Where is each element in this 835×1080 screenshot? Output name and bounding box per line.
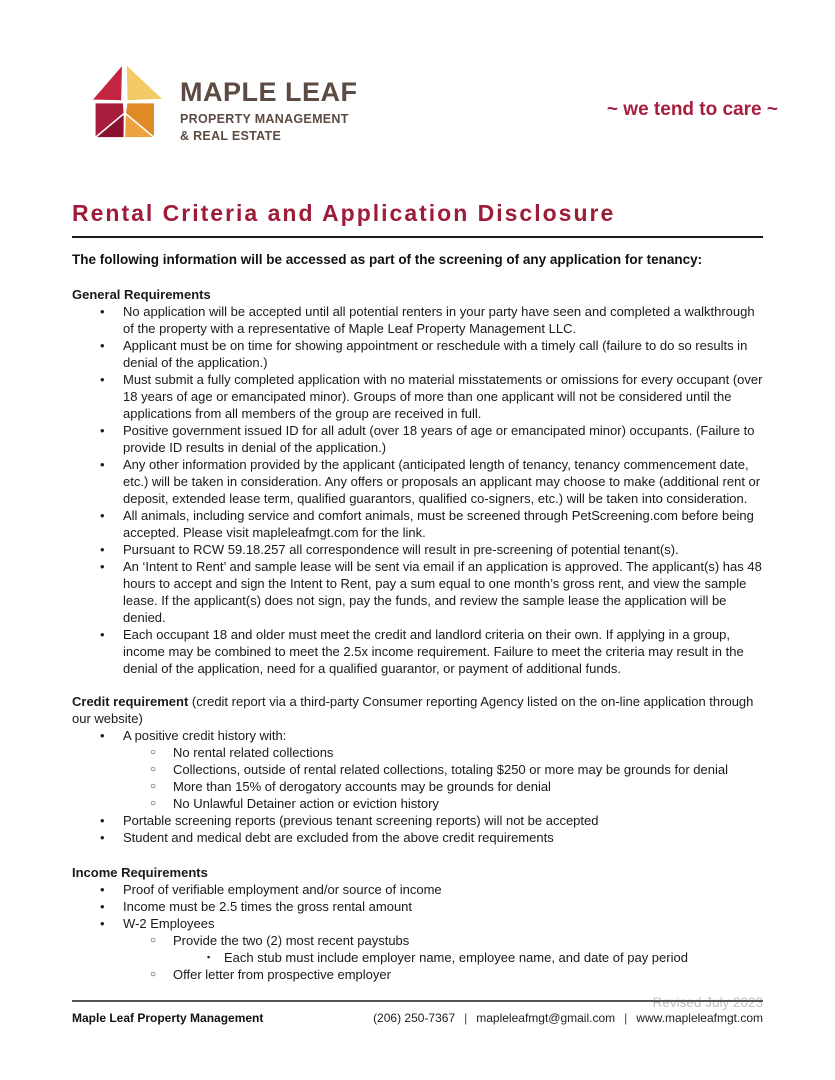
circle-bullet-icon: ○ [150, 969, 157, 980]
logo-subtitle-2: & REAL ESTATE [180, 129, 282, 143]
footer-phone: (206) 250-7367 [373, 1011, 456, 1025]
bullet-icon: • [100, 916, 105, 931]
logo-company-name: MAPLE LEAF [180, 77, 358, 107]
bullet-icon: • [100, 457, 105, 472]
bullet-icon: • [100, 338, 105, 353]
intro-statement: The following information will be accessed as part of the screening of any application for tenancy: [72, 252, 703, 267]
list-item: ○ Collections, outside of rental related collections, totaling $250 or more may be grounds for denial [150, 762, 728, 777]
list-item: • Applicant must be on time for showing appointment or reschedule with a timely call (failure to do so results in denial of the application.) [100, 338, 748, 370]
bullet-icon: • [100, 627, 105, 642]
income-requirements-list [72, 881, 763, 983]
list-item: • Proof of verifiable employment and/or source of income [100, 882, 442, 897]
list-item: ○ Offer letter from prospective employer [150, 967, 391, 982]
list-item: • Income must be 2.5 times the gross rental amount [100, 899, 413, 914]
list-item: ○ Provide the two (2) most recent paystubs [150, 933, 410, 948]
circle-bullet-icon: ○ [150, 747, 157, 758]
bullet-icon: • [100, 304, 105, 319]
logo-subtitle-1: PROPERTY MANAGEMENT [180, 112, 349, 126]
credit-requirement-heading-bold: Credit requirement [72, 694, 189, 709]
company-logo [85, 62, 358, 143]
revision-date: Revised July 2023 [652, 995, 763, 1010]
bullet-icon: • [100, 882, 105, 897]
credit-requirement-heading-note: (credit report via a third-party Consumer reporting Agency listed on the on-line application through our website) [72, 694, 754, 726]
general-requirements-list [72, 303, 763, 677]
list-item: • No application will be accepted until all potential renters in your party have seen and completed a walkthrough of the property with a representative of Maple Leaf Property Management LLC. [100, 304, 755, 336]
logo-text [180, 79, 358, 143]
document-body [72, 200, 763, 1010]
company-tagline: ~ we tend to care ~ [606, 99, 778, 120]
bullet-icon: • [100, 830, 105, 845]
list-item: ○ No Unlawful Detainer action or eviction history [150, 796, 439, 811]
list-item: ○ More than 15% of derogatory accounts may be grounds for denial [150, 779, 551, 794]
bullet-icon: • [100, 542, 105, 557]
bullet-icon: • [100, 899, 105, 914]
circle-bullet-icon: ○ [150, 764, 157, 775]
list-item: • Portable screening reports (previous tenant screening reports) will not be accepted [100, 813, 599, 828]
header [85, 62, 778, 143]
footer [72, 1000, 763, 1025]
bullet-icon: • [100, 813, 105, 828]
page-title: Rental Criteria and Application Disclosure [72, 200, 763, 238]
footer-separator: | [624, 1011, 628, 1025]
bullet-icon: • [100, 728, 105, 743]
bullet-icon: • [100, 508, 105, 523]
general-requirements-heading: General Requirements [72, 287, 211, 302]
footer-email: mapleleafmgt@gmail.com [476, 1011, 616, 1025]
list-item: • An ‘Intent to Rent’ and sample lease will be sent via email if an application is approved. The applicant(s) has 48 hours to accept and sign the Intent to Rent, pay a sum equal to one month’s gross rent, and view the sample lease. If the applicant(s) does not sign, pay the funds, and review the sample lease the application will be denied. [100, 559, 762, 625]
bullet-icon: • [100, 423, 105, 438]
list-item: • Any other information provided by the applicant (anticipated length of tenancy, tenancy commencement date, etc.) will be taken in consideration. Any offers or proposals an applicant may choose to make (additional rent or deposit, extended lease term, qualified guarantors, qualified co-signers, etc.) will be taken into consideration. [100, 457, 761, 506]
list-item: • Pursuant to RCW 59.18.257 all correspondence will result in pre-screening of potential tenant(s). [100, 542, 679, 557]
maple-leaf-house-logo-icon [85, 62, 167, 140]
footer-separator: | [464, 1011, 468, 1025]
list-item: • A positive credit history with: [100, 728, 287, 743]
footer-company-name: Maple Leaf Property Management [72, 1011, 264, 1025]
list-item: • Must submit a fully completed application with no material misstatements or omissions for every occupant (over 18 years of age or emancipated minor). Groups of more than one applicant will not be considered until the applications from all members of the group are received in full. [100, 372, 763, 421]
list-item: • Student and medical debt are excluded from the above credit requirements [100, 830, 554, 845]
circle-bullet-icon: ○ [150, 798, 157, 809]
footer-website: www.mapleleafmgt.com [636, 1011, 763, 1025]
list-item: • Positive government issued ID for all adult (over 18 years of age or emancipated minor) occupants. (Failure to provide ID results in denial of the application.) [100, 423, 755, 455]
circle-bullet-icon: ○ [150, 781, 157, 792]
bullet-icon: • [100, 559, 105, 574]
list-item: • All animals, including service and comfort animals, must be screened through PetScreening.com before being accepted. Please visit mapleleafmgt.com for the link. [100, 508, 754, 540]
square-bullet-icon: ▪ [207, 952, 211, 962]
list-item: ▪ Each stub must include employer name, employee name, and date of pay period [207, 950, 688, 965]
credit-requirement-list [72, 727, 763, 846]
footer-contact-info [373, 1011, 763, 1025]
income-requirements-heading: Income Requirements [72, 865, 208, 880]
credit-requirement-heading [72, 693, 763, 727]
list-item: ○ No rental related collections [150, 745, 334, 760]
list-item: • Each occupant 18 and older must meet the credit and landlord criteria on their own. If applying in a group, income may be combined to meet the 2.5x income requirement. Failure to meet the criteria may result in the denial of the application, need for a qualified guarantor, or payment of additional funds. [100, 627, 744, 676]
circle-bullet-icon: ○ [150, 935, 157, 946]
list-item: • W-2 Employees [100, 916, 215, 931]
bullet-icon: • [100, 372, 105, 387]
